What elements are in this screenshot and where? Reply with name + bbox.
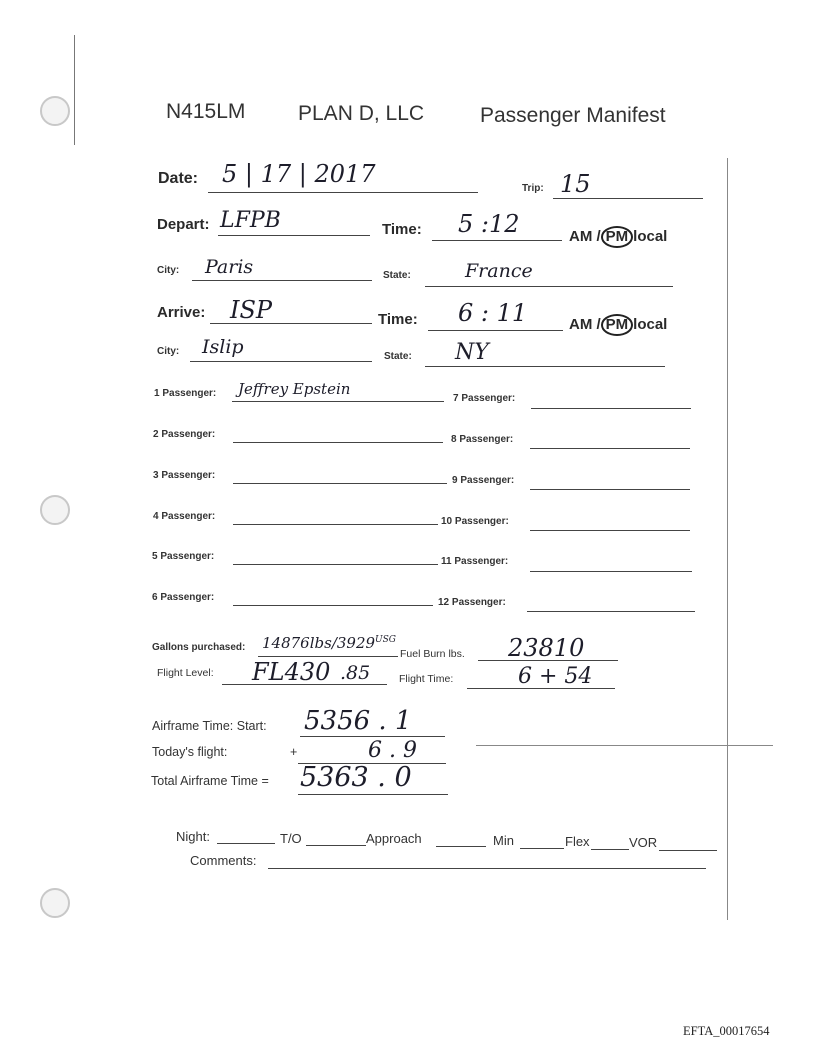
todays-flight-label: Today's flight:: [152, 745, 228, 759]
comments-label: Comments:: [190, 853, 257, 868]
arrive-city-label: City:: [157, 346, 180, 357]
depart-line: [218, 235, 370, 236]
passenger-line: [530, 489, 690, 490]
depart-city-value: Paris: [205, 256, 254, 278]
vor-label: VOR: [629, 835, 658, 850]
arrive-ampm: [569, 314, 667, 336]
binder-hole-middle: [40, 495, 70, 525]
passenger-label: 7 Passenger:: [453, 393, 516, 404]
todays-flight-value: 6 . 9: [368, 738, 417, 763]
mach-value: .85: [340, 662, 371, 684]
page-title: Passenger Manifest: [480, 104, 666, 127]
to-label: T/O: [280, 831, 302, 846]
date-label: Date:: [158, 170, 199, 187]
flight-time-line: [467, 688, 615, 689]
date-line: [208, 192, 478, 193]
arrive-time-line: [428, 330, 563, 331]
passenger-line: [527, 611, 695, 612]
passenger-label: 11 Passenger:: [441, 556, 509, 567]
arrive-pm-circled: PM: [601, 314, 634, 336]
comments-line: [268, 868, 706, 869]
airframe-start-label: Airframe Time: Start:: [152, 719, 267, 733]
binder-hole-top: [40, 96, 70, 126]
total-airframe-value: 5363 . 0: [300, 762, 412, 793]
airframe-start-line: [300, 736, 445, 737]
to-line: [306, 845, 366, 846]
passenger-label: 1 Passenger:: [154, 388, 217, 399]
gallons-purchased-label: Gallons purchased:: [152, 642, 246, 653]
arrive-city-line: [190, 361, 372, 362]
night-label: Night:: [176, 829, 210, 844]
gallons-value-text: 14876lbs/3929: [262, 634, 376, 652]
flex-line: [591, 849, 629, 850]
passenger-line: [233, 524, 438, 525]
night-line: [217, 843, 275, 844]
passenger-line: [530, 571, 692, 572]
depart-time-line: [432, 240, 562, 241]
passenger-name: Jeffrey Epstein: [238, 380, 351, 398]
gallons-unit: USG: [375, 635, 396, 645]
depart-ampm: [569, 226, 667, 248]
arrive-line: [210, 323, 372, 324]
approach-label: Approach: [366, 831, 422, 846]
gallons-purchased-value: [262, 634, 396, 652]
total-airframe-label: Total Airframe Time =: [151, 774, 269, 788]
flight-level-label: Flight Level:: [157, 667, 214, 679]
trip-label: Trip:: [522, 183, 544, 194]
passenger-label: 9 Passenger:: [452, 475, 515, 486]
min-line: [520, 848, 564, 849]
passenger-label: 6 Passenger:: [152, 592, 215, 603]
airframe-start-value: 5356 . 1: [304, 706, 412, 736]
fuel-burn-label: Fuel Burn lbs.: [400, 648, 465, 660]
tail-number: N415LM: [166, 100, 246, 123]
depart-state-line: [425, 286, 673, 287]
arrive-state-label: State:: [384, 351, 412, 362]
passenger-line: [531, 408, 691, 409]
arrive-am-label: AM /: [569, 316, 601, 333]
passenger-label: 8 Passenger:: [451, 434, 514, 445]
trip-value: 15: [560, 170, 591, 198]
plus-sign: +: [290, 745, 298, 759]
binder-hole-bottom: [40, 888, 70, 918]
flight-time-value: 6 + 54: [518, 664, 593, 689]
date-value: 5 | 17 | 2017: [222, 160, 376, 188]
arrive-value: ISP: [230, 296, 273, 324]
depart-label: Depart:: [157, 216, 210, 233]
flex-label: Flex: [565, 834, 590, 849]
passenger-line: [233, 564, 438, 565]
depart-city-line: [192, 280, 372, 281]
passenger-label: 2 Passenger:: [153, 429, 216, 440]
total-airframe-line: [298, 794, 448, 795]
vor-line: [659, 850, 717, 851]
depart-state-label: State:: [383, 270, 411, 281]
fuel-burn-value: 23810: [508, 634, 585, 662]
passenger-line: [233, 483, 447, 484]
approach-line: [436, 846, 486, 847]
depart-time-label: Time:: [382, 221, 422, 238]
flight-level-value: FL430: [252, 658, 331, 686]
passenger-line: [232, 401, 444, 402]
passenger-line: [530, 448, 690, 449]
flight-level-line: [222, 684, 387, 685]
trip-line: [553, 198, 703, 199]
gallons-line: [258, 656, 398, 657]
depart-pm-circled: PM: [601, 226, 634, 248]
document-id: EFTA_00017654: [683, 1024, 770, 1038]
right-margin-line: [727, 158, 728, 920]
arrive-local-label: local: [633, 316, 668, 333]
arrive-label: Arrive:: [157, 304, 206, 321]
passenger-label: 12 Passenger:: [438, 597, 506, 608]
depart-local-label: local: [633, 228, 668, 245]
passenger-label: 3 Passenger:: [153, 470, 216, 481]
passenger-line: [233, 442, 443, 443]
arrive-state-line: [425, 366, 665, 367]
depart-time-value: 5 :12: [458, 210, 520, 238]
fuel-burn-line: [478, 660, 618, 661]
passenger-label: 4 Passenger:: [153, 511, 216, 522]
passenger-label: 5 Passenger:: [152, 551, 215, 562]
depart-am-label: AM /: [569, 228, 601, 245]
arrive-time-value: 6 : 11: [458, 299, 528, 327]
arrive-state-value: NY: [455, 340, 489, 365]
passenger-line: [233, 605, 433, 606]
left-edge-mark: [74, 35, 75, 145]
depart-state-value: France: [465, 260, 533, 282]
passenger-label: 10 Passenger:: [441, 516, 509, 527]
depart-city-label: City:: [157, 265, 180, 276]
passenger-line: [530, 530, 690, 531]
min-label: Min: [493, 833, 514, 848]
arrive-time-label: Time:: [378, 311, 418, 328]
right-crossing-line: [476, 745, 773, 746]
company-name: PLAN D, LLC: [298, 102, 425, 125]
flight-time-label: Flight Time:: [399, 673, 454, 685]
arrive-city-value: Islip: [202, 336, 244, 358]
depart-value: LFPB: [220, 208, 281, 233]
